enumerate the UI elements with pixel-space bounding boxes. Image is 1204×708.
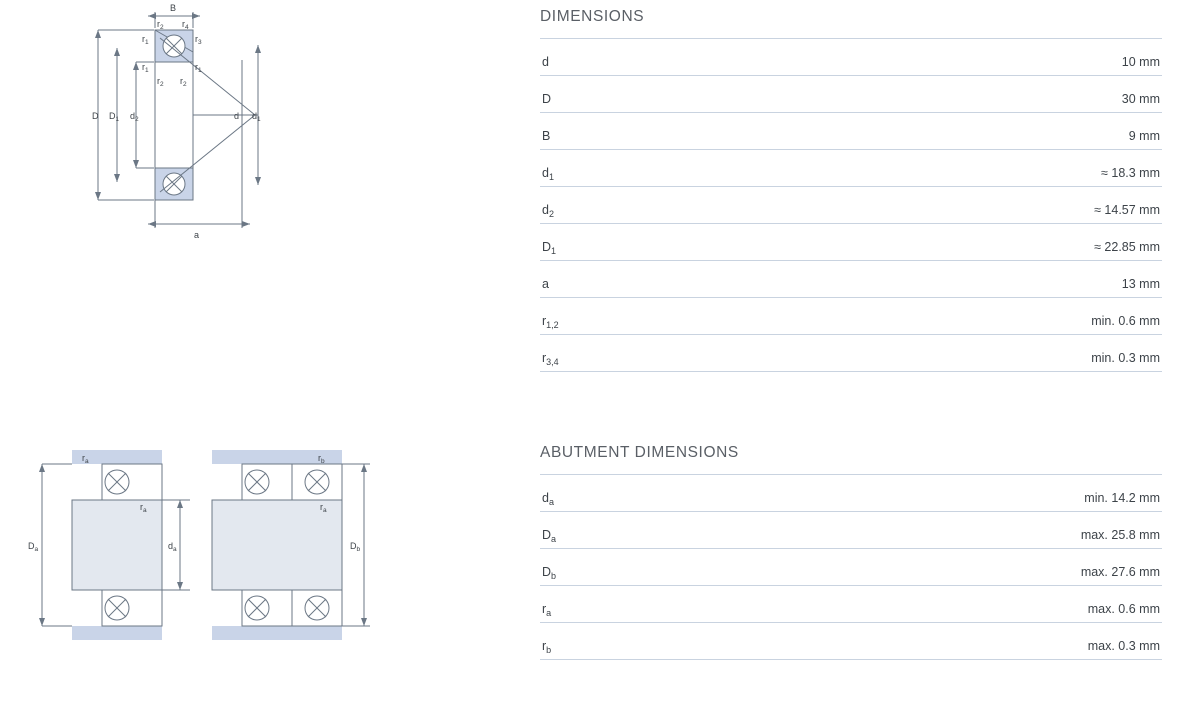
abutment-dimensions-drawing [20,430,400,660]
label-Db: $D_b$ [350,541,361,553]
dimensions-table [540,38,1162,372]
label-ra-right: $r_a$ [320,502,327,514]
row-value: 30 mm [740,76,1162,113]
row-symbol: a [540,261,740,298]
label-Da: $D_a$ [28,541,39,553]
label-B: B [170,3,177,13]
row-value: ≈ 14.57 mm [740,187,1162,224]
row-value: max. 0.3 mm [740,623,1162,660]
table-row [540,623,1162,660]
row-symbol: $d_1$ [540,150,740,187]
label-r4: $r_4$ [182,19,189,31]
label-d: d [234,111,240,121]
row-value: ≈ 18.3 mm [740,150,1162,187]
table-row [540,475,1162,512]
row-value: max. 0.6 mm [740,586,1162,623]
cross-section-svg [90,0,330,250]
table-row [540,549,1162,586]
bearing-cross-section-drawing [90,0,330,250]
abutment-dimensions-table [540,474,1162,660]
row-symbol: $d_a$ [540,475,740,512]
row-symbol: $r_b$ [540,623,740,660]
row-symbol: B [540,113,740,150]
label-da: $d_a$ [168,541,177,553]
row-symbol: d [540,39,740,76]
table-row [540,261,1162,298]
row-value: ≈ 22.85 mm [740,224,1162,261]
table-row [540,335,1162,372]
label-r2-mid2: $r_2$ [180,76,187,88]
table-row [540,586,1162,623]
label-r1-right: $r_1$ [195,62,202,74]
row-value: 10 mm [740,39,1162,76]
label-r2-top: $r_2$ [157,19,164,31]
table-row [540,224,1162,261]
label-rb-top-right: $r_b$ [318,453,325,465]
label-a: a [194,230,200,240]
label-d1: $d_1$ [252,111,261,123]
table-row [540,150,1162,187]
label-D1: $D_1$ [109,111,120,123]
abutment-dimensions-title: ABUTMENT DIMENSIONS [540,444,739,461]
drawings-column [0,0,520,708]
label-r1-left: $r_1$ [142,34,149,46]
label-r2-mid: $r_2$ [157,76,164,88]
row-value: max. 27.6 mm [740,549,1162,586]
row-symbol: $r_{3,4}$ [540,335,740,372]
table-row [540,298,1162,335]
row-value: min. 14.2 mm [740,475,1162,512]
table-row [540,187,1162,224]
abutment-dimensions-section [540,444,1162,660]
label-d2: $d_2$ [130,111,139,123]
row-value: min. 0.3 mm [740,335,1162,372]
label-r1-left2: $r_1$ [142,62,149,74]
row-symbol: $r_{1,2}$ [540,298,740,335]
dimensions-section [540,8,1162,372]
label-ra-top-left: $r_a$ [82,453,89,465]
label-r3: $r_3$ [195,34,202,46]
row-symbol: $r_a$ [540,586,740,623]
table-row [540,76,1162,113]
table-row [540,113,1162,150]
row-symbol: $d_2$ [540,187,740,224]
table-row [540,39,1162,76]
row-value: 13 mm [740,261,1162,298]
dimensions-title: DIMENSIONS [540,8,645,25]
label-ra-mid-left: $r_a$ [140,502,147,514]
row-symbol: $D_b$ [540,549,740,586]
row-value: max. 25.8 mm [740,512,1162,549]
row-symbol: D [540,76,740,113]
table-row [540,512,1162,549]
row-value: min. 0.6 mm [740,298,1162,335]
label-D: D [92,111,99,121]
row-value: 9 mm [740,113,1162,150]
abutment-svg [20,430,400,660]
row-symbol: $D_a$ [540,512,740,549]
row-symbol: $D_1$ [540,224,740,261]
